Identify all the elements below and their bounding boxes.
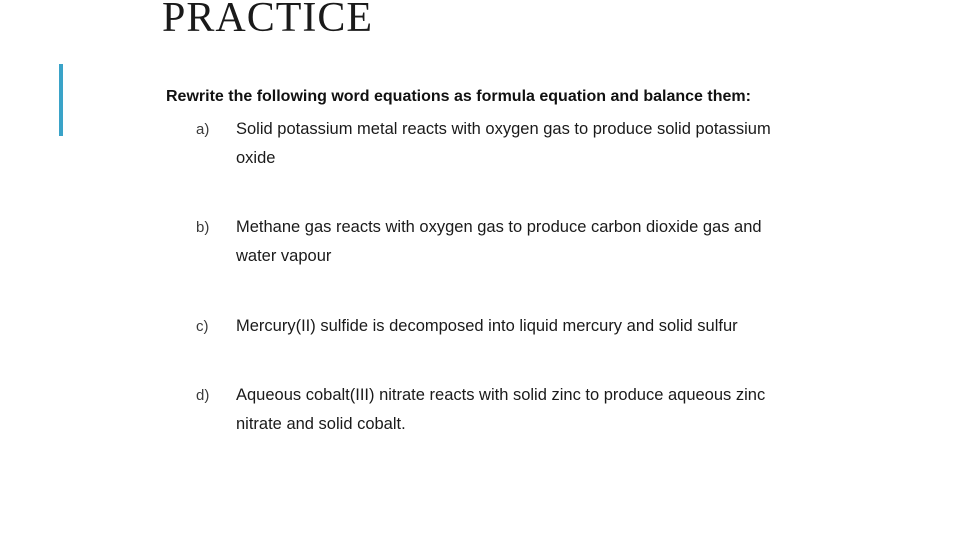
slide-title: PRACTICE xyxy=(162,0,374,41)
list-marker: d) xyxy=(196,387,210,404)
accent-bar xyxy=(59,64,63,136)
list-marker: a) xyxy=(196,121,210,138)
list-marker: b) xyxy=(196,219,210,236)
list-item-text: Solid potassium metal reacts with oxygen gas to produce solid potassium oxide xyxy=(236,120,771,167)
list-item-text: Mercury(II) sulfide is decomposed into liquid mercury and solid sulfur xyxy=(236,317,738,335)
list-item-text: Methane gas reacts with oxygen gas to produce carbon dioxide gas and water vapour xyxy=(236,218,762,265)
instruction-text: Rewrite the following word equations as formula equation and balance them: xyxy=(166,88,751,105)
list-marker: c) xyxy=(196,318,209,335)
list-item-text: Aqueous cobalt(III) nitrate reacts with solid zinc to produce aqueous zinc nitrate and solid cobalt. xyxy=(236,386,766,433)
